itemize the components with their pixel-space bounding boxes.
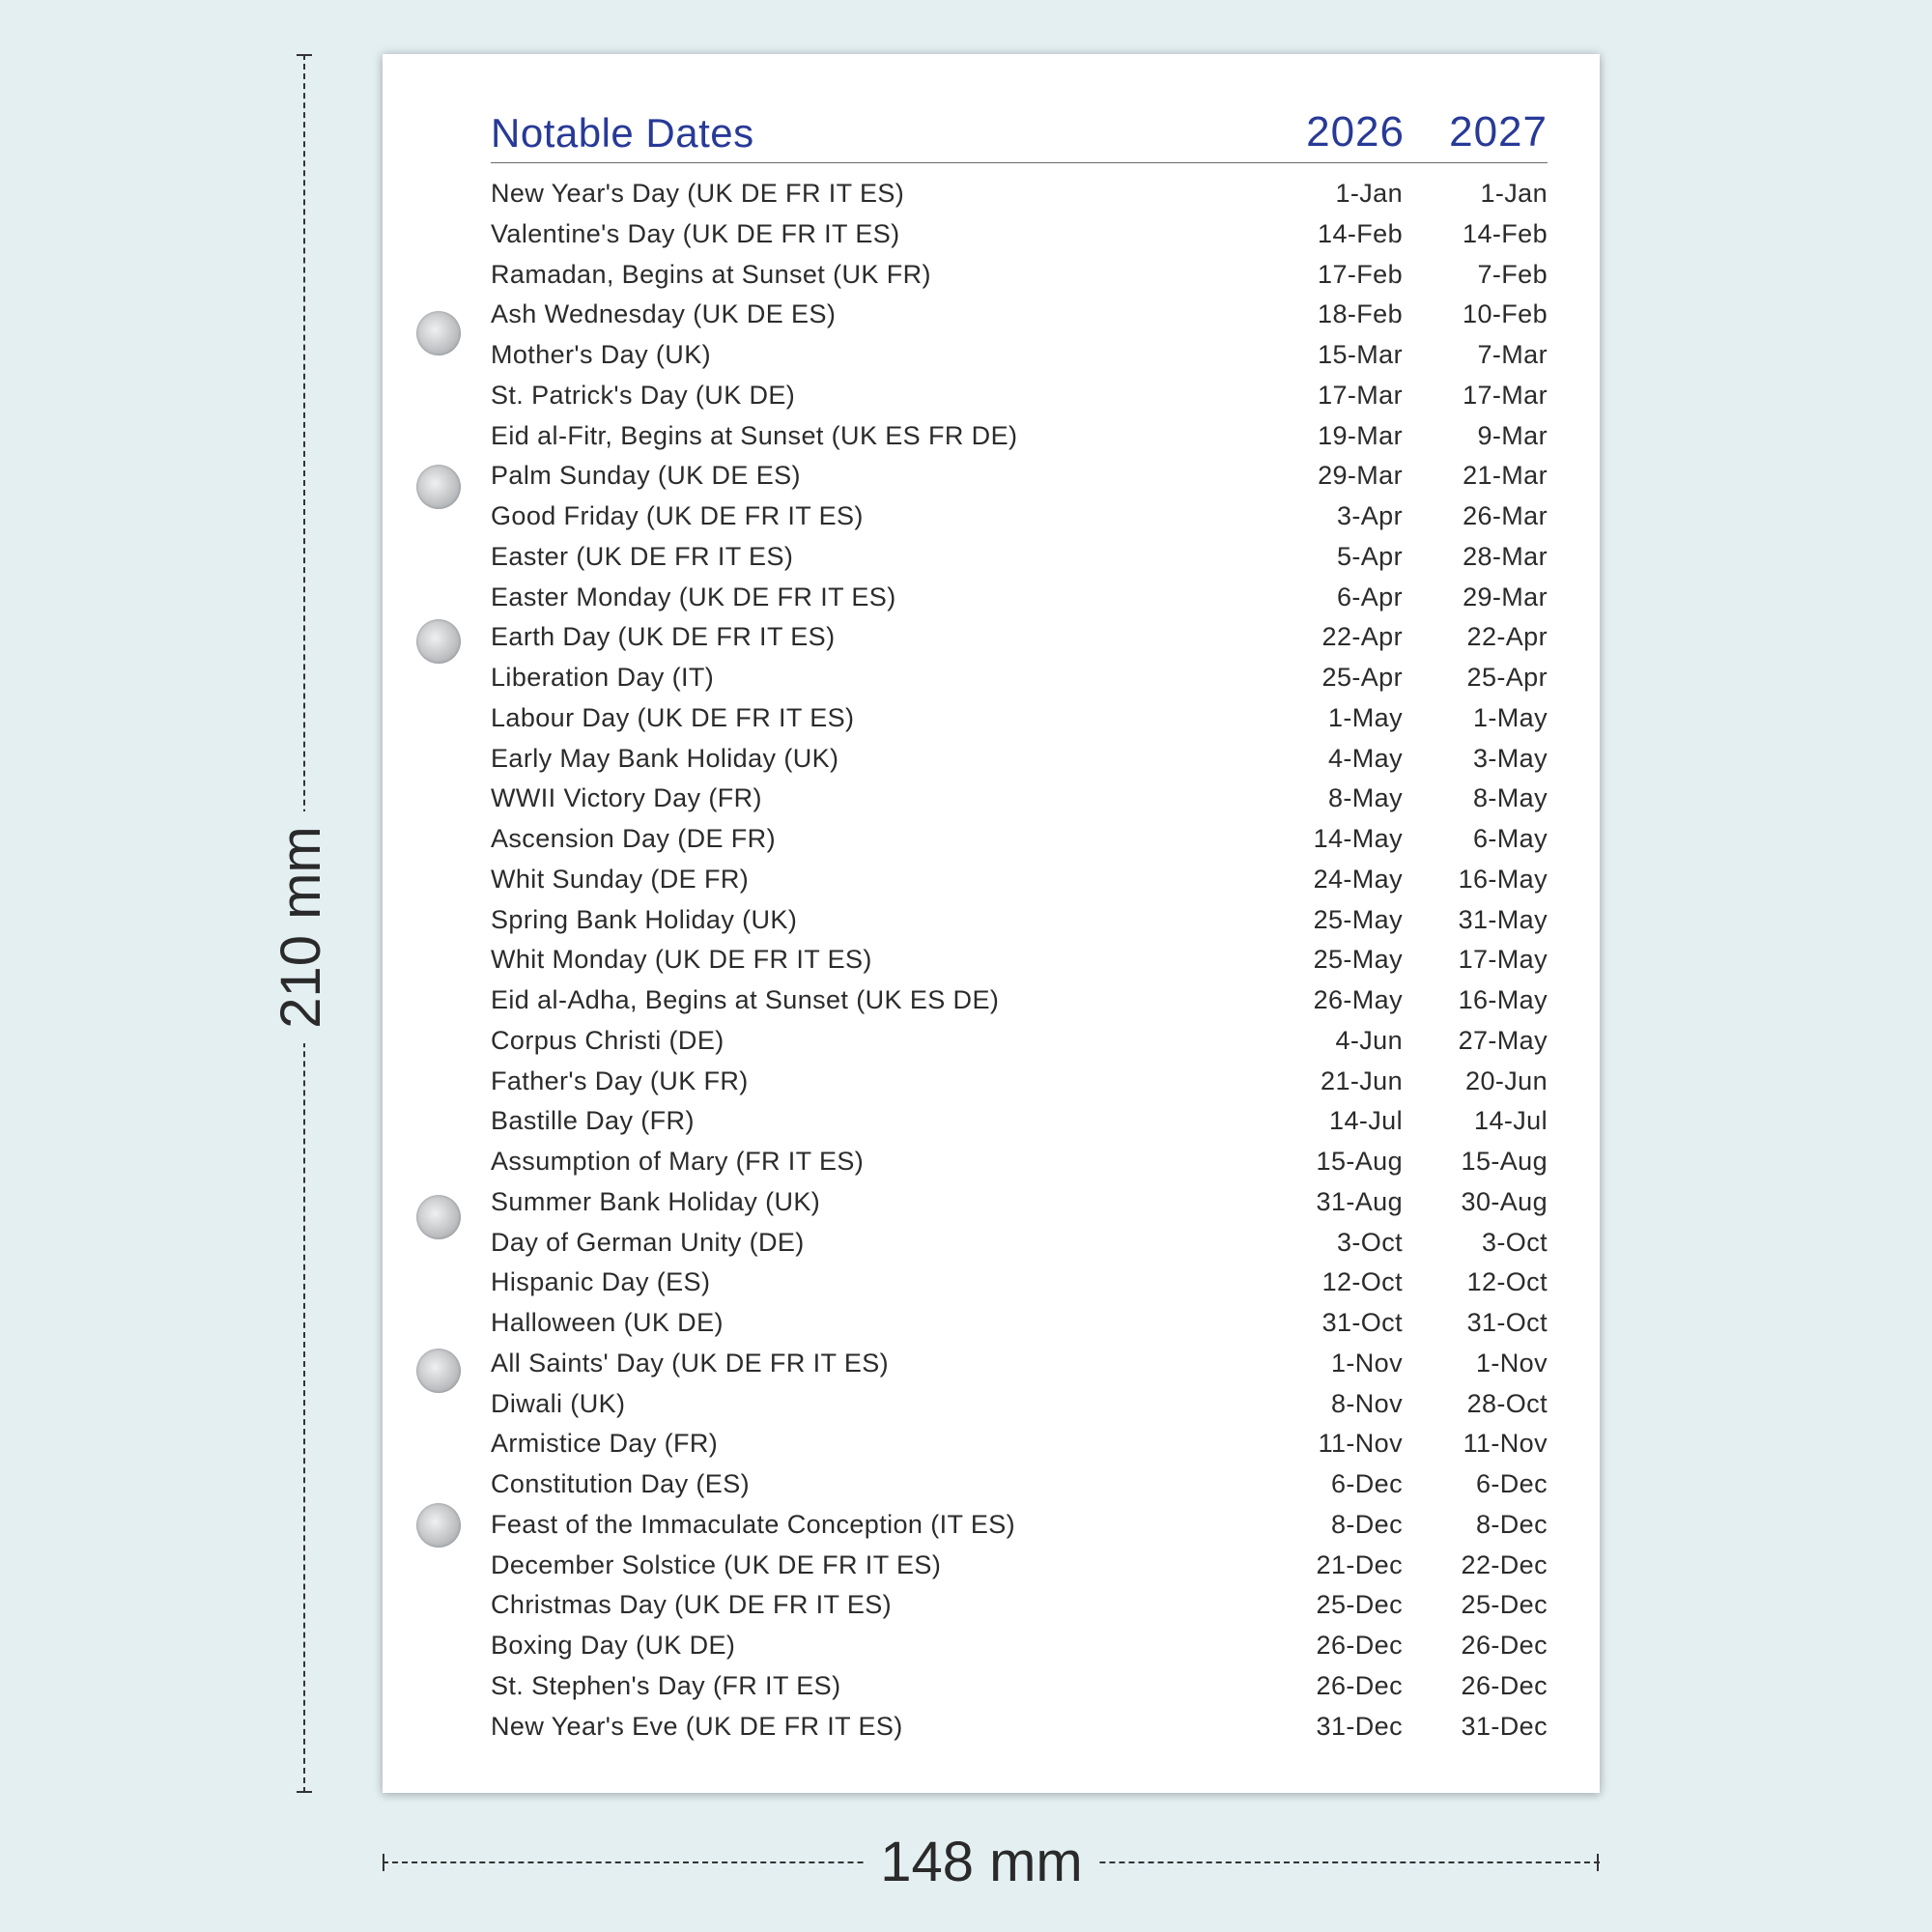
punch-hole [416,311,461,355]
date-2026: 1-Jan [1335,179,1403,208]
holiday-name: Hispanic Day (ES) [491,1267,711,1297]
date-2027: 6-Dec [1475,1469,1548,1498]
date-2026: 15-Mar [1318,340,1403,369]
date-2027: 3-May [1472,743,1548,773]
width-label: 148 mm [866,1832,1097,1893]
holiday-name: All Saints' Day (UK DE FR IT ES) [491,1348,890,1378]
date-2026: 8-May [1327,783,1403,813]
date-2027: 28-Mar [1463,541,1548,571]
date-2027: 3-Oct [1481,1227,1548,1257]
table-row [491,174,1548,214]
date-2026: 25-May [1313,945,1403,975]
table-row [491,1062,1548,1102]
date-2026: 8-Nov [1330,1388,1403,1418]
date-2026: 6-Apr [1336,582,1403,611]
table-row [491,1585,1548,1626]
date-2026: 4-May [1327,743,1403,773]
date-2027: 8-May [1472,783,1548,813]
date-2027: 21-Mar [1463,461,1548,491]
holiday-name: Ramadan, Begins at Sunset (UK FR) [491,259,931,289]
planner-page [383,54,1600,1793]
holiday-name: Christmas Day (UK DE FR IT ES) [491,1590,893,1620]
date-2027: 8-Dec [1475,1509,1548,1539]
table-row [491,980,1548,1021]
holiday-name: New Year's Day (UK DE FR IT ES) [491,179,905,208]
holiday-name: Easter (UK DE FR IT ES) [491,541,794,571]
date-2027: 22-Apr [1466,622,1548,652]
holiday-name: Whit Monday (UK DE FR IT ES) [491,945,872,975]
height-dimension-bottom-tick [297,1791,312,1793]
table-row [491,1546,1548,1586]
table-row [491,416,1548,457]
table-row [491,779,1548,819]
table-row [491,900,1548,941]
table-row [491,1424,1548,1464]
holiday-name: Assumption of Mary (FR IT ES) [491,1147,865,1176]
date-2026: 26-Dec [1316,1631,1403,1660]
date-2027: 28-Oct [1466,1388,1548,1418]
date-2027: 25-Dec [1461,1590,1548,1620]
table-row [491,739,1548,780]
year-column-2027: 2027 [1449,108,1548,156]
table-row [491,335,1548,376]
width-dimension-right-tick [1597,1854,1599,1871]
punch-hole [416,1195,461,1239]
holiday-name: Ascension Day (DE FR) [491,824,776,853]
table-row [491,860,1548,900]
holiday-name: Summer Bank Holiday (UK) [491,1186,821,1216]
date-2027: 11-Nov [1463,1429,1548,1459]
date-2026: 25-May [1313,904,1403,934]
date-2026: 26-May [1313,985,1403,1014]
date-2027: 17-May [1458,945,1548,975]
date-2027: 16-May [1458,985,1548,1014]
date-2026: 31-Aug [1316,1186,1403,1216]
date-2027: 14-Feb [1463,218,1548,248]
punch-hole [416,465,461,509]
table-row [491,497,1548,537]
table-row [491,255,1548,296]
date-2026: 14-Feb [1318,218,1403,248]
holiday-name: Spring Bank Holiday (UK) [491,904,798,934]
date-2027: 7-Mar [1477,340,1548,369]
date-2027: 1-May [1472,702,1548,732]
table-row [491,1021,1548,1062]
holiday-name: WWII Victory Day (FR) [491,783,762,813]
holiday-name: Mother's Day (UK) [491,340,711,369]
table-row [491,617,1548,658]
table-row [491,1344,1548,1384]
table-row [491,1223,1548,1264]
date-2027: 14-Jul [1474,1106,1548,1136]
holiday-name: Diwali (UK) [491,1388,626,1418]
date-2027: 22-Dec [1461,1549,1548,1579]
holiday-name: Valentine's Day (UK DE FR IT ES) [491,218,900,248]
date-2026: 12-Oct [1321,1267,1403,1297]
table-row [491,214,1548,255]
table-header [491,102,1548,163]
date-2027: 26-Mar [1463,501,1548,530]
date-2026: 18-Feb [1318,299,1403,329]
table-row [491,1182,1548,1223]
date-2026: 8-Dec [1330,1509,1403,1539]
holiday-name: Good Friday (UK DE FR IT ES) [491,501,864,530]
date-2027: 10-Feb [1463,299,1548,329]
date-2027: 31-Oct [1466,1308,1548,1337]
date-2027: 1-Nov [1475,1348,1548,1378]
table-row [491,456,1548,497]
holiday-name: Corpus Christi (DE) [491,1025,724,1055]
holiday-name: Earth Day (UK DE FR IT ES) [491,622,836,652]
date-2026: 3-Oct [1336,1227,1403,1257]
holiday-name: St. Stephen's Day (FR IT ES) [491,1670,841,1700]
date-2027: 27-May [1458,1025,1548,1055]
page-title: Notable Dates [491,110,754,156]
table-row [491,698,1548,739]
date-2027: 16-May [1458,864,1548,894]
date-2026: 1-May [1327,702,1403,732]
date-2027: 7-Feb [1477,259,1548,289]
date-2027: 25-Apr [1466,663,1548,692]
holiday-name: Ash Wednesday (UK DE ES) [491,299,837,329]
table-row [491,658,1548,698]
table-row [491,1101,1548,1142]
punch-hole [416,1503,461,1548]
date-2027: 6-May [1472,824,1548,853]
table-row [491,940,1548,980]
date-2026: 3-Apr [1336,501,1403,530]
date-2026: 31-Oct [1321,1308,1403,1337]
table-row [491,1505,1548,1546]
table-row [491,1666,1548,1707]
date-2026: 11-Nov [1318,1429,1403,1459]
table-row [491,1384,1548,1425]
date-2027: 9-Mar [1477,420,1548,450]
holiday-name: Eid al-Adha, Begins at Sunset (UK ES DE) [491,985,1000,1014]
date-2026: 25-Apr [1321,663,1403,692]
punch-hole [416,1349,461,1393]
table-row [491,1626,1548,1666]
date-2026: 21-Dec [1316,1549,1403,1579]
holiday-name: Eid al-Fitr, Begins at Sunset (UK ES FR DE) [491,420,1018,450]
date-2027: 31-May [1458,904,1548,934]
date-2027: 26-Dec [1461,1670,1548,1700]
date-2026: 6-Dec [1330,1469,1403,1498]
date-2027: 26-Dec [1461,1631,1548,1660]
date-2026: 5-Apr [1336,541,1403,571]
holiday-name: Easter Monday (UK DE FR IT ES) [491,582,896,611]
holiday-name: Day of German Unity (DE) [491,1227,805,1257]
date-2026: 22-Apr [1321,622,1403,652]
holiday-name: Halloween (UK DE) [491,1308,724,1337]
table-row [491,537,1548,578]
date-2026: 24-May [1313,864,1403,894]
holiday-name: December Solstice (UK DE FR IT ES) [491,1549,942,1579]
table-row [491,1303,1548,1344]
table-row [491,295,1548,335]
holiday-name: Feast of the Immaculate Conception (IT ES) [491,1509,1016,1539]
date-2026: 17-Feb [1318,259,1403,289]
date-2026: 31-Dec [1316,1711,1403,1741]
date-2027: 1-Jan [1480,179,1548,208]
year-column-2026: 2026 [1306,108,1405,156]
date-2027: 17-Mar [1463,380,1548,410]
table-row [491,1464,1548,1505]
table-row [491,376,1548,416]
table-row [491,578,1548,618]
date-2026: 25-Dec [1316,1590,1403,1620]
table-row [491,1707,1548,1747]
holiday-name: Constitution Day (ES) [491,1469,750,1498]
holiday-name: Whit Sunday (DE FR) [491,864,750,894]
date-2026: 1-Nov [1330,1348,1403,1378]
date-2026: 4-Jun [1335,1025,1403,1055]
punch-hole [416,619,461,664]
date-2027: 31-Dec [1461,1711,1548,1741]
date-2026: 19-Mar [1318,420,1403,450]
date-2026: 14-Jul [1329,1106,1403,1136]
date-2026: 17-Mar [1318,380,1403,410]
holiday-name: Palm Sunday (UK DE ES) [491,461,801,491]
date-2027: 30-Aug [1461,1186,1548,1216]
table-row [491,1142,1548,1182]
holiday-name: Early May Bank Holiday (UK) [491,743,839,773]
date-2027: 20-Jun [1465,1065,1548,1095]
holiday-name: Bastille Day (FR) [491,1106,695,1136]
date-2026: 21-Jun [1321,1065,1403,1095]
date-2026: 26-Dec [1316,1670,1403,1700]
date-2027: 12-Oct [1466,1267,1548,1297]
holiday-name: Boxing Day (UK DE) [491,1631,736,1660]
date-2026: 29-Mar [1318,461,1403,491]
holiday-name: Labour Day (UK DE FR IT ES) [491,702,855,732]
holiday-name: New Year's Eve (UK DE FR IT ES) [491,1711,903,1741]
date-2027: 15-Aug [1461,1147,1548,1176]
height-label: 210 mm [272,811,330,1043]
date-2026: 15-Aug [1316,1147,1403,1176]
table-row [491,1263,1548,1303]
dates-table [491,174,1548,1747]
holiday-name: Armistice Day (FR) [491,1429,719,1459]
holiday-name: Liberation Day (IT) [491,663,715,692]
holiday-name: St. Patrick's Day (UK DE) [491,380,796,410]
table-row [491,819,1548,860]
date-2026: 14-May [1313,824,1403,853]
holiday-name: Father's Day (UK FR) [491,1065,749,1095]
date-2027: 29-Mar [1463,582,1548,611]
